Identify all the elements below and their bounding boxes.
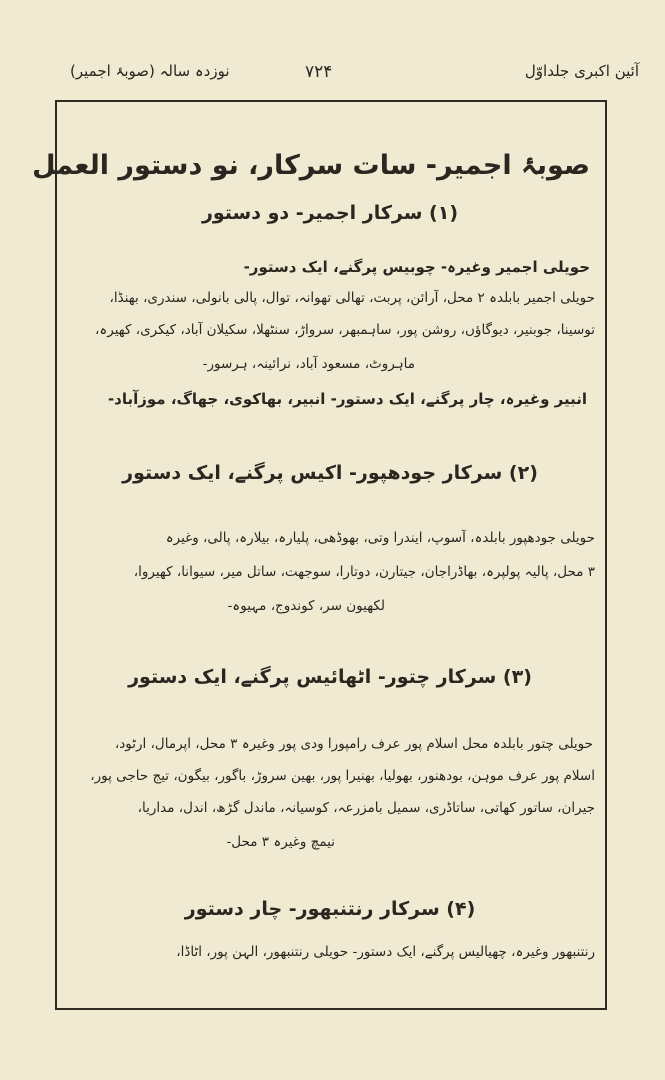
section-line: حویلی اجمیر وغیرہ- چوبیس پرگنے، ایک دستور- [243, 258, 590, 276]
section-line: رنتنبھور وغیرہ، چھیالیس پرگنے، ایک دستور- حویلی رنتنبھور، الہن پور، اٹاڈا، [176, 944, 595, 960]
section-line: جیران، ساتور کھاتی، ساتاڈری، سمیل بامزرعہ، کوسیانہ، ماندل گڑھ، اندل، مداریا، [137, 800, 595, 816]
main-heading: صوبۂ اجمیر- سات سرکار، نو دستور العمل [32, 150, 590, 181]
running-title: آئین اکبری جلداوّل [524, 62, 639, 80]
section-line: انبیر وغیرہ، چار پرگنے، ایک دستور- انبیر، بھاکوی، جھاگ، موزآباد- [107, 390, 587, 408]
section-line: اسلام پور عرف موہن، بودھنور، بھولیا، بھنیرا پور، بھین سروڑ، باگور، بیگون، تیج حاجی پور، [90, 768, 595, 784]
section-heading: (۳) سرکار چتور- اٹھائیس پرگنے، ایک دستور [128, 666, 532, 688]
section-heading: (۲) سرکار جودھپور- اکیس پرگنے، ایک دستور [122, 462, 538, 484]
section-line: حویلی چتور بابلدہ محل اسلام پور عرف رامپورا ودی پور وغیرہ ۳ محل، اپرمال، ارٹود، [114, 736, 593, 752]
section-line: نیمچ وغیرہ ۳ محل- [226, 834, 335, 850]
section-line: ۳ محل، پالیہ پولپرہ، بھاڈراجان، جیتارن، دوتارا، سوجھت، ساتل میر، سیوانا، کھیروا، [133, 564, 595, 580]
section-line: ماہروٹ، مسعود آباد، نرائینہ، ہرسور- [202, 356, 415, 372]
text-frame [32, 100, 607, 1010]
section-heading: (۴) سرکار رنتنبھور- چار دستور [184, 898, 476, 920]
section-heading: (۱) سرکار اجمیر- دو دستور [201, 202, 459, 224]
page-number: ۷۲۴ [305, 62, 333, 82]
section-line: توسینا، جوبنیر، دیوگاؤں، روشن پور، ساہمبھر، سرواڑ، سنٹھلا، سکیلان آباد، کیکری، کھیرہ، [94, 322, 595, 338]
section-line: حویلی جودھپور بابلدہ، آسوپ، ایندرا وتی، بھوڈھی، پلیارہ، بیلارہ، پالی، وغیرہ [165, 530, 595, 546]
section-note: نوزدہ سالہ (صوبۂ اجمیر) [70, 62, 230, 80]
section-line: لکھیون سر، کوندوج، مہیوہ- [227, 598, 385, 614]
section-line: حویلی اجمیر بابلدہ ۲ محل، آرائن، پربت، تھالی تھوانہ، توال، پالی بانولی، سندری، بھنڈا، [109, 290, 595, 306]
